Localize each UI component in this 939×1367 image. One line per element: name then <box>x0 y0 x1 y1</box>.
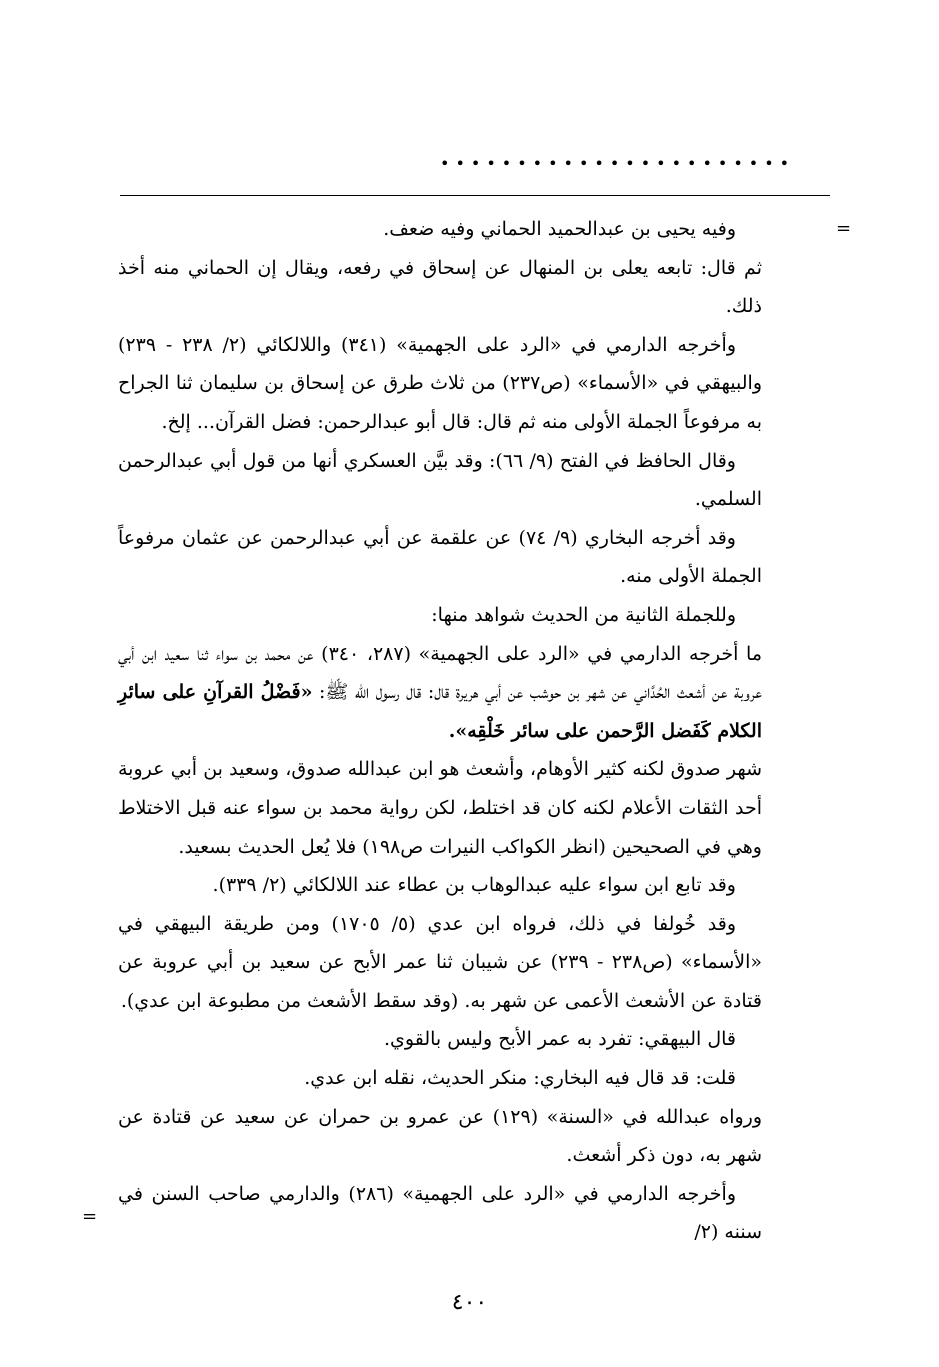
paragraph-with-hadith <box>118 635 762 751</box>
margin-continuation-mark-top: = <box>836 218 852 239</box>
paragraph-text: ما أخرجه الدارمي في «الرد على الجهمية» (٢٨٧، ٣٤٠) عن محمد بن سواء ثنا سعيد ابن أبي عروبة عن أشعث الحُدَّاني عن شهر بن حوشب عن أبي هريرة قال: قال رسول الله ﷺ: <box>118 642 762 704</box>
paragraph: وقد تابع ابن سواء عليه عبدالوهاب بن عطاء عند اللالكائي (٢/ ٣٣٩). <box>212 874 736 897</box>
paragraph: وأخرجه الدارمي في «الرد على الجهمية» (٣٤١) واللالكائي (٢/ ٢٣٨ - ٢٣٩) والبيهقي في «الأسماء» (ص٢٣٧) من ثلاث طرق عن إسحاق بن سليمان ثنا الجراح به مرفوعاً الجملة الأولى منه ثم قال: قال أبو عبدالرحمن: فضل القرآن... إلخ. <box>118 333 763 433</box>
paragraph: وأخرجه الدارمي في «الرد على الجهمية» (٢٨٦) والدارمي صاحب السنن في سننه (٢/ <box>118 1182 762 1244</box>
footnote-body <box>118 210 762 1252</box>
header-dots: ••••••••••••••••••••••• <box>440 154 796 173</box>
header-rule <box>120 195 830 196</box>
paragraph: ورواه عبدالله في «السنة» (١٢٩) عن عمرو بن حمران عن سعيد عن قتادة عن شهر به، دون ذكر أشعث. <box>118 1105 762 1167</box>
paragraph: شهر صدوق لكنه كثير الأوهام، وأشعث هو ابن عبدالله صدوق، وسعيد بن أبي عروبة أحد الثقات الأعلام لكنه كان قد اختلط، لكن رواية محمد بن سواء عنه قبل الاختلاط وهي في الصحيحين (انظر الكواكب النيرات ص١٩٨) فلا يُعل الحديث بسعيد. <box>118 758 762 858</box>
page-number: ٤٠٠ <box>451 1290 488 1315</box>
paragraph: قلت: قد قال فيه البخاري: منكر الحديث، نقله ابن عدي. <box>304 1067 736 1090</box>
paragraph: ثم قال: تابعه يعلى بن المنهال عن إسحاق في رفعه، ويقال إن الحماني منه أخذ ذلك. <box>118 256 762 318</box>
paragraph: وقد خُولفا في ذلك، فرواه ابن عدي (٥/ ١٧٠٥) ومن طريقة البيهقي في «الأسماء» (ص٢٣٨ - ٢٣٩) عن شيبان ثنا عمر الأبح عن سعيد بن أبي عروبة عن قتادة عن الأشعث الأعمى عن شهر به. (وقد سقط الأشعث من مطبوعة ابن عدي). <box>118 912 763 1012</box>
paragraph: وقد أخرجه البخاري (٩/ ٧٤) عن علقمة عن أبي عبدالرحمن عن عثمان مرفوعاً الجملة الأولى منه. <box>118 526 762 588</box>
paragraph: وقال الحافظ في الفتح (٩/ ٦٦): وقد بيَّن العسكري أنها من قول أبي عبدالرحمن السلمي. <box>118 449 762 511</box>
paragraph: وفيه يحيى بن عبدالحميد الحماني وفيه ضعف. <box>383 218 736 240</box>
margin-continuation-mark-bottom: = <box>82 1206 98 1227</box>
paragraph: وللجملة الثانية من الحديث شواهد منها: <box>431 603 736 626</box>
paragraph: قال البيهقي: تفرد به عمر الأبح وليس بالقوي. <box>383 1028 736 1051</box>
hadith-quote: «فَضْلُ القرآنِ على سائرِ الكلام كَفَضل الرَّحمن على سائر خَلْقِه». <box>118 681 762 742</box>
